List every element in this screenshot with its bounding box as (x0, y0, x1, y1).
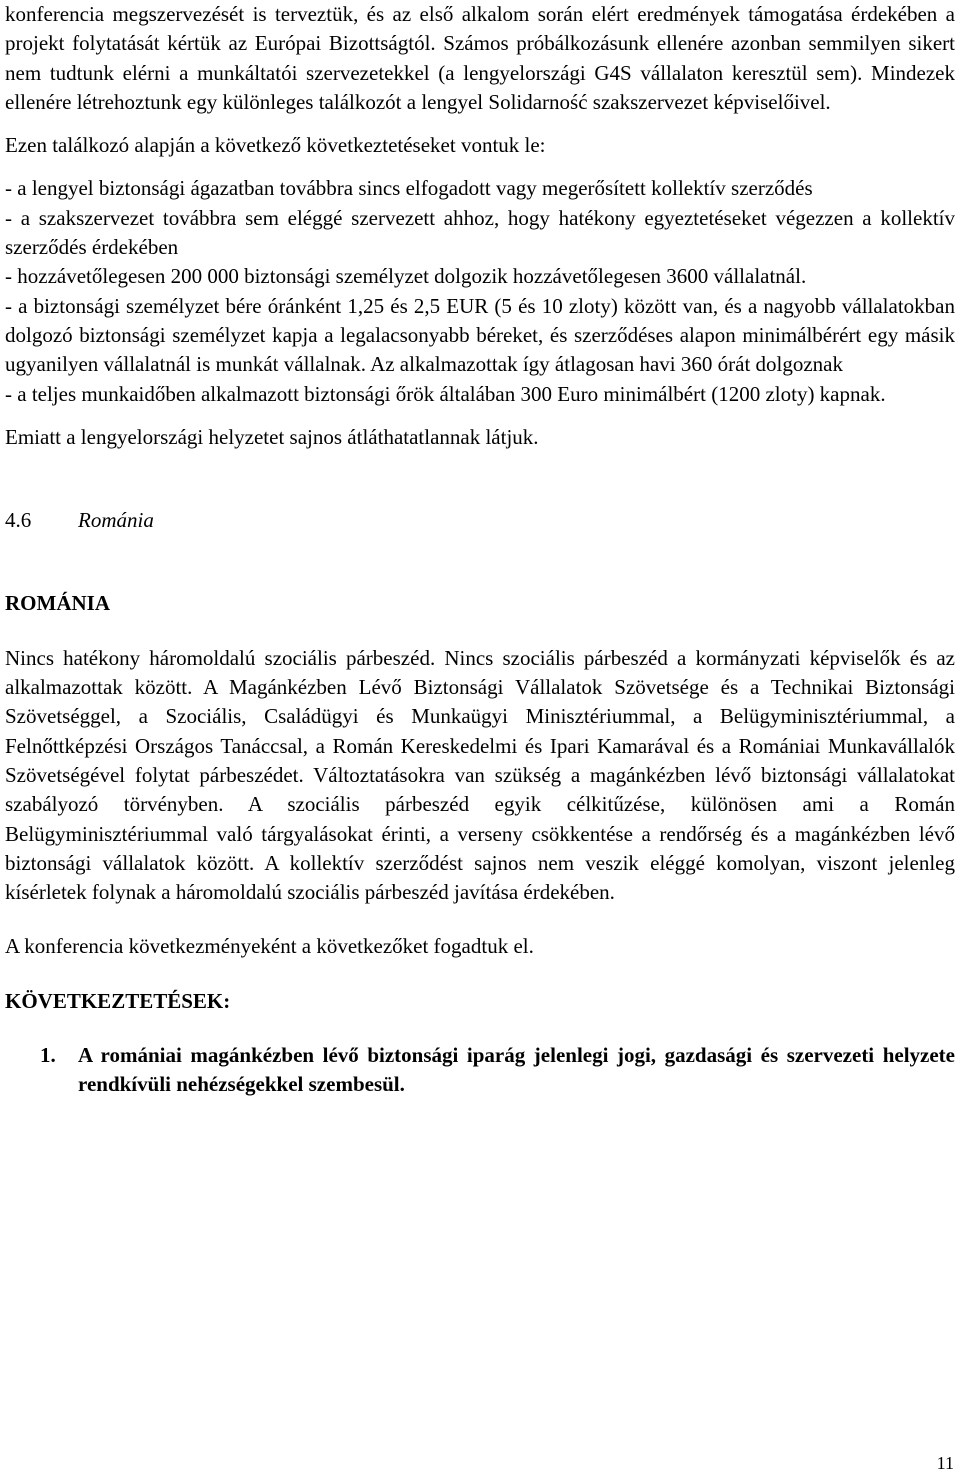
spacer (5, 117, 955, 131)
bullet-item: - a lengyel biztonsági ágazatban továbbra sincs elfogadott vagy megerősített kollektív szerződés (5, 176, 813, 201)
page-number: 11 (936, 1453, 954, 1473)
section-title: Románia (78, 508, 154, 533)
bullet-item: - hozzávetőlegesen 200 000 biztonsági személyzet dolgozik hozzávetőlegesen 3600 vállalatnál. (5, 264, 807, 289)
conclusion-number: 1. (40, 1043, 56, 1068)
spacer (5, 452, 955, 506)
section-heading (5, 506, 955, 535)
bullet-item: - a szakszervezet továbbra sem eléggé szervezett ahhoz, hogy hatékony egyeztetéseket végezzen a kollektív szerződés érdekében (5, 205, 955, 260)
spacer (5, 962, 955, 987)
spacer (5, 160, 955, 174)
conclusions-heading: KÖVETKEZTETÉSEK: (5, 988, 231, 1013)
conclusion-text: A romániai magánkézben lévő biztonsági iparág jelenlegi jogi, gazdasági és szervezeti helyzete rendkívüli nehézségekkel szembesül. (78, 1043, 955, 1097)
spacer (5, 535, 955, 589)
bullet-item: - a teljes munkaidőben alkalmazott biztonsági őrök általában 300 Euro minimálbért (1200 zloty) kapnak. (5, 381, 886, 406)
romania-heading: ROMÁNIA (5, 591, 110, 616)
bullet-item: - a biztonsági személyzet bére óránként 1,25 és 2,5 EUR (5 és 10 zloty) között van, és a nagyobb vállalatokban dolgozó biztonsági személyzet kapja a legalacsonyabb béreket, és szerződéses alapon minimálbérért egy másik ugyanilyen vállalatnál is munkát vállalnak. Az alkalmazottak így átlagosan havi 360 órát dolgoznak (5, 293, 955, 377)
conference-result-paragraph: A konferencia következményeként a következőket fogadtuk el. (5, 934, 534, 959)
poland-summary-paragraph: Emiatt a lengyelországi helyzetet sajnos átláthatatlannak látjuk. (5, 424, 539, 449)
romania-body-paragraph: Nincs hatékony háromoldalú szociális párbeszéd. Nincs szociális párbeszéd a kormányzati képviselők és az alkalmazottak között. A Magánkézben Lévő Biztonsági Vállalatok Szövetsége és a Technikai Biztonsági Szövetséggel, a Szociális, Családügyi és Munkaügyi Minisztériummal, a Belügyminisztériummal, a Felnőttképzési Országos Tanáccsal, a Román Kereskedelmi és Ipari Kamarával és a Romániai Munkavállalók Szövetségével folytat párbeszédet. Változtatásokra van szükség a magánkézben lévő biztonsági vállalatokat szabályozó törvényben. A szociális párbeszéd egyik célkitűzése, különösen ami a Román Belügyminisztériummal való tárgyalásokat érinti, a verseny csökkentése a rendőrség és a magánkézben lévő biztonsági vállalatok között. A kollektív szerződést sajnos nem veszik eléggé komolyan, viszont jelenleg kísérletek folynak a háromoldalú szociális párbeszéd javítása érdekében. (5, 645, 955, 905)
spacer (5, 409, 955, 423)
document-page (5, 0, 955, 1100)
conclusion-item (5, 1041, 955, 1100)
spacer (5, 1016, 955, 1041)
intro-paragraph: konferencia megszervezését is terveztük, és az első alkalom során elért eredmények támogatása érdekében a projekt folytatását kértük az Európai Bizottságtól. Számos próbálkozásunk ellenére azonban semmilyen sikert nem tudtunk elérni a munkáltatói szervezetekkel (a lengyelországi G4S vállalaton keresztül sem). Mindezek ellenére létrehoztunk egy különleges találkozót a lengyel Solidarność szakszervezet képviselőivel. (5, 2, 955, 114)
section-number: 4.6 (5, 508, 32, 533)
conclusions-lead-paragraph: Ezen találkozó alapján a következő következtetéseket vontuk le: (5, 133, 546, 158)
spacer (5, 619, 955, 644)
spacer (5, 907, 955, 932)
